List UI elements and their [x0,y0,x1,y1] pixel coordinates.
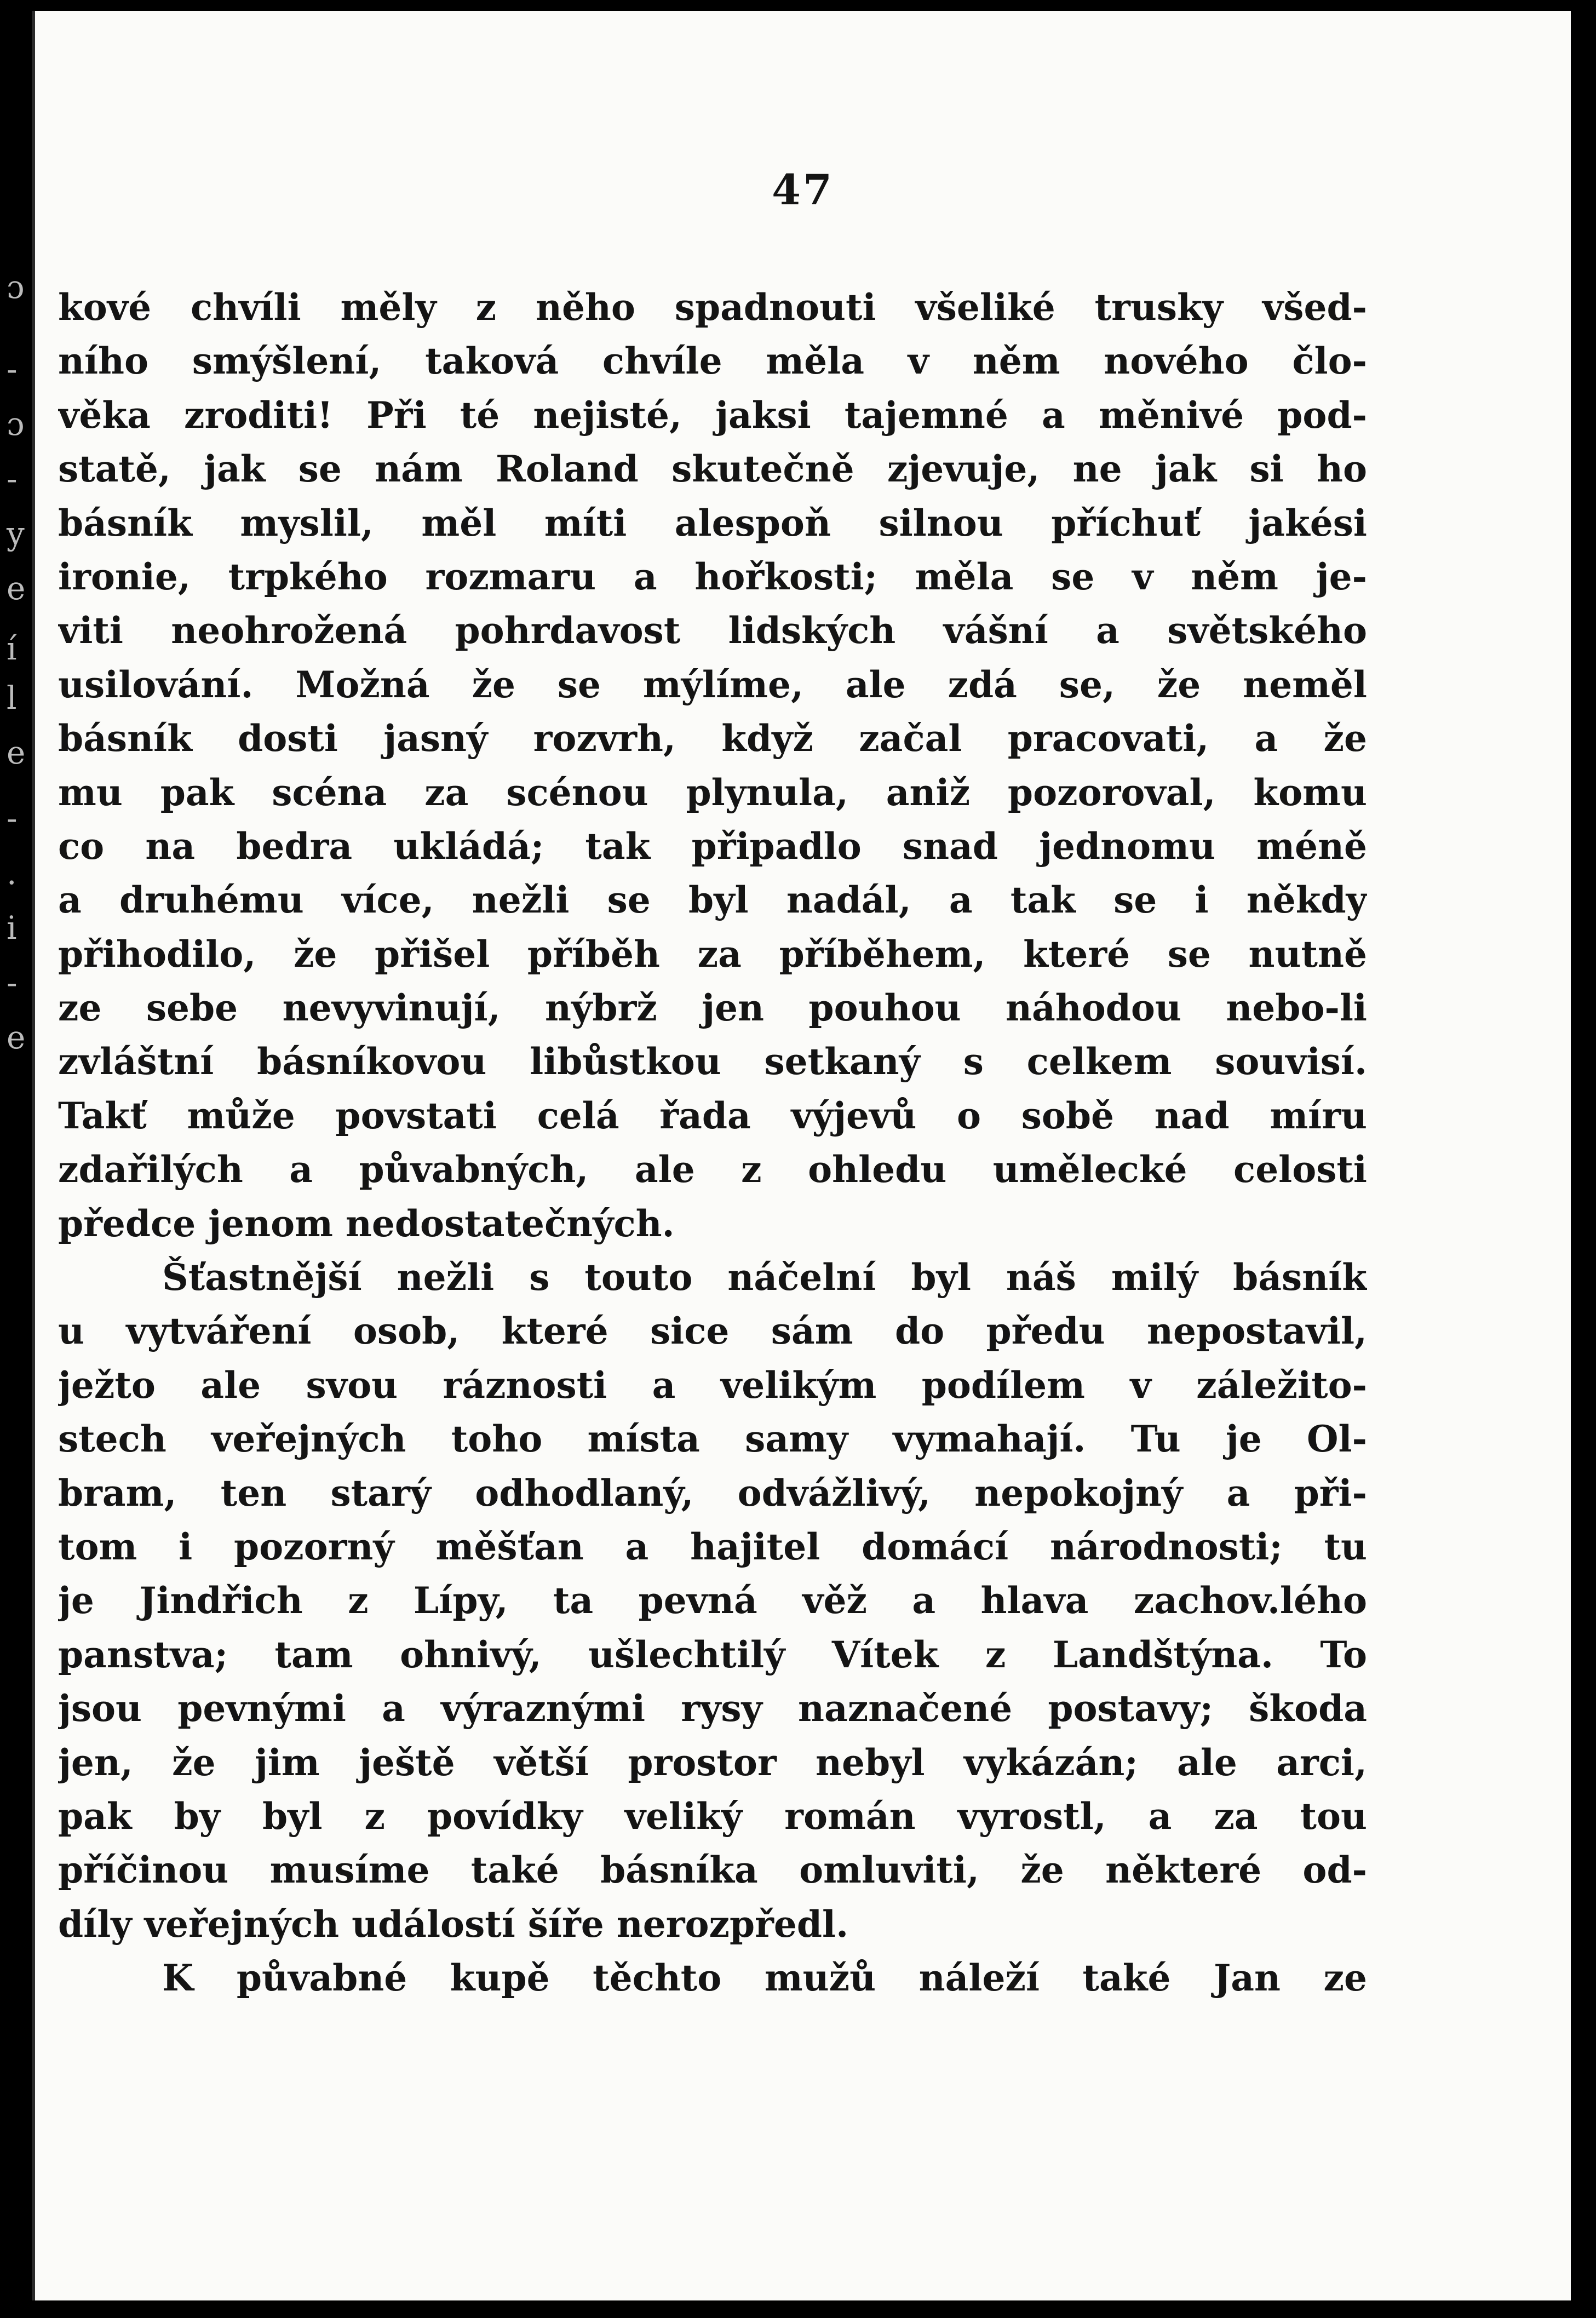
text-line: díly veřejných událostí šíře nerozpředl. [58,1902,849,1946]
page-number: 47 [772,165,834,214]
book-page [7,11,1571,2300]
text-line: jsou pevnými a výraznými rysy naznačené postavy; škoda [58,1687,1367,1730]
text-line: ního smýšlení, taková chvíle měla v něm nového člo- [58,340,1367,383]
text-line: pak by byl z povídky veliký román vyrostl, a za tou [58,1794,1367,1838]
text-line: bram, ten starý odhodlaný, odvážlivý, nepokojný a při- [58,1471,1367,1514]
text-line: zdařilých a půvabných, ale z ohledu umělecké celosti [58,1148,1367,1191]
edge-mark: e [7,1019,26,1056]
text-line: věka zroditi! Při té nejisté, jaksi tajemné a měnivé pod- [58,393,1367,437]
edge-mark: ɔ [7,268,25,306]
text-line: básník dosti jasný rozvrh, když začal pracovati, a že [58,717,1367,760]
text-line: ironie, trpkého rozmaru a hořkosti; měla se v něm je- [58,555,1367,598]
edge-mark: - [7,964,18,1001]
text-line: panstva; tam ohnivý, ušlechtilý Vítek z Landštýna. To [58,1633,1367,1676]
edge-mark: y [7,515,25,552]
text-line: mu pak scéna za scénou plynula, aniž pozoroval, komu [58,771,1367,814]
edge-mark: i [7,909,17,946]
text-line: předce jenom nedostatečných. [58,1202,675,1245]
edge-mark: í [7,630,17,667]
text-line: statě, jak se nám Roland skutečně zjevuje, ne jak si ho [58,447,1367,491]
text-line: stech veřejných toho místa samy vymahají. Tu je Ol- [58,1418,1367,1461]
text-line: K půvabné kupě těchto mužů náleží také Jan ze [162,1956,1367,2000]
text-line: co na bedra ukládá; tak připadlo snad jednomu méně [58,824,1367,868]
text-line: příčinou musíme také básníka omluviti, že některé od- [58,1849,1367,1892]
text-line: kové chvíli měly z něho spadnouti všeliké trusky všed- [58,286,1367,329]
text-line: je Jindřich z Lípy, ta pevná věž a hlava zachov.lého [58,1579,1367,1622]
text-line: Šťastnější nežli s touto náčelní byl náš milý básník [162,1256,1367,1299]
text-line: jen, že jim ještě větší prostor nebyl vykázán; ale arci, [58,1741,1367,1784]
text-line: ježto ale svou ráznosti a velikým podílem v záležito- [58,1363,1367,1407]
edge-mark: e [7,734,26,771]
text-line: tom i pozorný měšťan a hajitel domácí národnosti; tu [58,1525,1367,1568]
body-text [58,280,1367,2005]
edge-mark: e [7,570,26,607]
text-line: viti neohrožená pohrdavost lidských vášní a světského [58,609,1367,652]
edge-mark: . [7,854,17,892]
text-line: a druhému více, nežli se byl nadál, a tak se i někdy [58,879,1367,922]
edge-mark: - [7,351,18,388]
text-line: básník myslil, měl míti alespoň silnou příchuť jakési [58,501,1367,544]
edge-mark: - [7,460,18,497]
text-line: přihodilo, že přišel příběh za příběhem, které se nutně [58,932,1367,976]
text-line: zvláštní básníkovou libůstkou setkaný s celkem souvisí. [58,1040,1367,1083]
text-line: Takť může povstati celá řada výjevů o sobě nad míru [58,1094,1367,1137]
edge-mark: ɔ [7,405,25,443]
text-line: u vytváření osob, které sice sám do předu nepostavil, [58,1310,1367,1353]
edge-mark: - [7,800,18,837]
edge-mark: l [7,679,17,716]
text-line: usilování. Možná že se mýlíme, ale zdá se, že neměl [58,663,1367,706]
text-line: ze sebe nevyvinují, nýbrž jen pouhou náhodou nebo-li [58,986,1367,1030]
